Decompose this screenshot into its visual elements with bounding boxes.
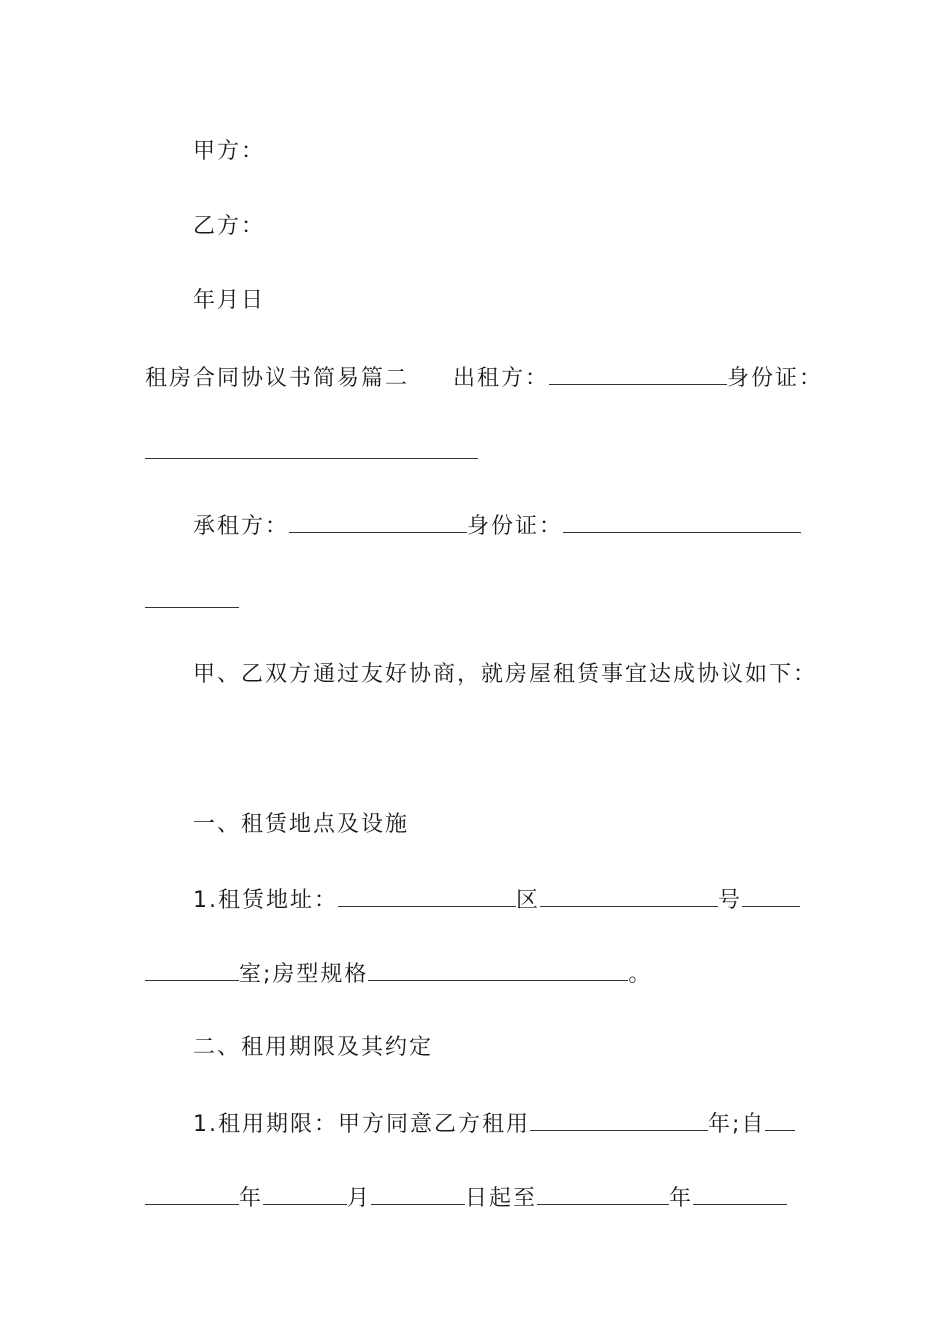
address-blank-1 — [338, 884, 516, 907]
start-month-blank — [263, 1182, 347, 1205]
room-spec-blank — [368, 958, 628, 981]
address-blank-2 — [540, 884, 718, 907]
address-line — [145, 884, 873, 916]
lessor-id-continuation — [145, 436, 825, 468]
lessee-line — [145, 510, 873, 542]
lessee-id-blank — [563, 510, 801, 533]
party-a-line — [145, 137, 873, 167]
room-blank — [145, 958, 239, 981]
year2-label: 年 — [669, 1186, 694, 1211]
address-label: 1.租赁地址： — [193, 888, 338, 913]
years-from-label: 年;自 — [708, 1112, 766, 1137]
party-b-label: 乙方： — [193, 214, 266, 239]
lessee-id-blank-cont — [145, 585, 239, 608]
section1-title-line — [145, 810, 873, 840]
intro-line — [145, 660, 873, 690]
date-label: 年月日 — [193, 288, 266, 313]
number-label: 号 — [718, 888, 743, 913]
contract-header-line — [145, 362, 825, 394]
lessor-blank — [549, 362, 727, 385]
contract-title: 租房合同协议书简易篇二 — [145, 366, 410, 391]
section2-title: 二、租用期限及其约定 — [193, 1035, 434, 1060]
room-line — [145, 958, 825, 990]
term-line — [145, 1108, 873, 1140]
month-label: 月 — [347, 1186, 372, 1211]
term-years-blank — [530, 1108, 708, 1131]
year-label: 年 — [239, 1186, 264, 1211]
section1-title: 一、租赁地点及设施 — [193, 812, 410, 837]
room-label: 室;房型规格 — [239, 962, 369, 987]
lessor-id-label: 身份证： — [727, 366, 824, 391]
party-a-label: 甲方： — [193, 139, 266, 164]
term-label: 1.租用期限：甲方同意乙方租用 — [193, 1112, 530, 1137]
date-line — [145, 286, 873, 316]
address-blank-3 — [742, 884, 800, 907]
party-b-line — [145, 212, 873, 242]
intro-text: 甲、乙双方通过友好协商，就房屋租赁事宜达成协议如下： — [193, 662, 818, 687]
term-dates-line — [145, 1182, 825, 1214]
end-year-blank — [537, 1182, 669, 1205]
start-day-blank — [371, 1182, 465, 1205]
lessee-blank — [289, 510, 467, 533]
lessee-id-label: 身份证： — [467, 514, 564, 539]
lessee-label: 承租方： — [193, 514, 290, 539]
lessee-id-continuation — [145, 585, 825, 617]
lessor-label: 出租方： — [453, 366, 550, 391]
period-end: 。 — [628, 962, 653, 987]
start-year-blank-cont — [145, 1182, 239, 1205]
end-month-blank — [693, 1182, 787, 1205]
day-until-label: 日起至 — [465, 1186, 538, 1211]
start-year-blank — [765, 1108, 795, 1131]
lessor-id-blank — [145, 436, 478, 459]
district-label: 区 — [516, 888, 541, 913]
section2-title-line — [145, 1033, 873, 1063]
